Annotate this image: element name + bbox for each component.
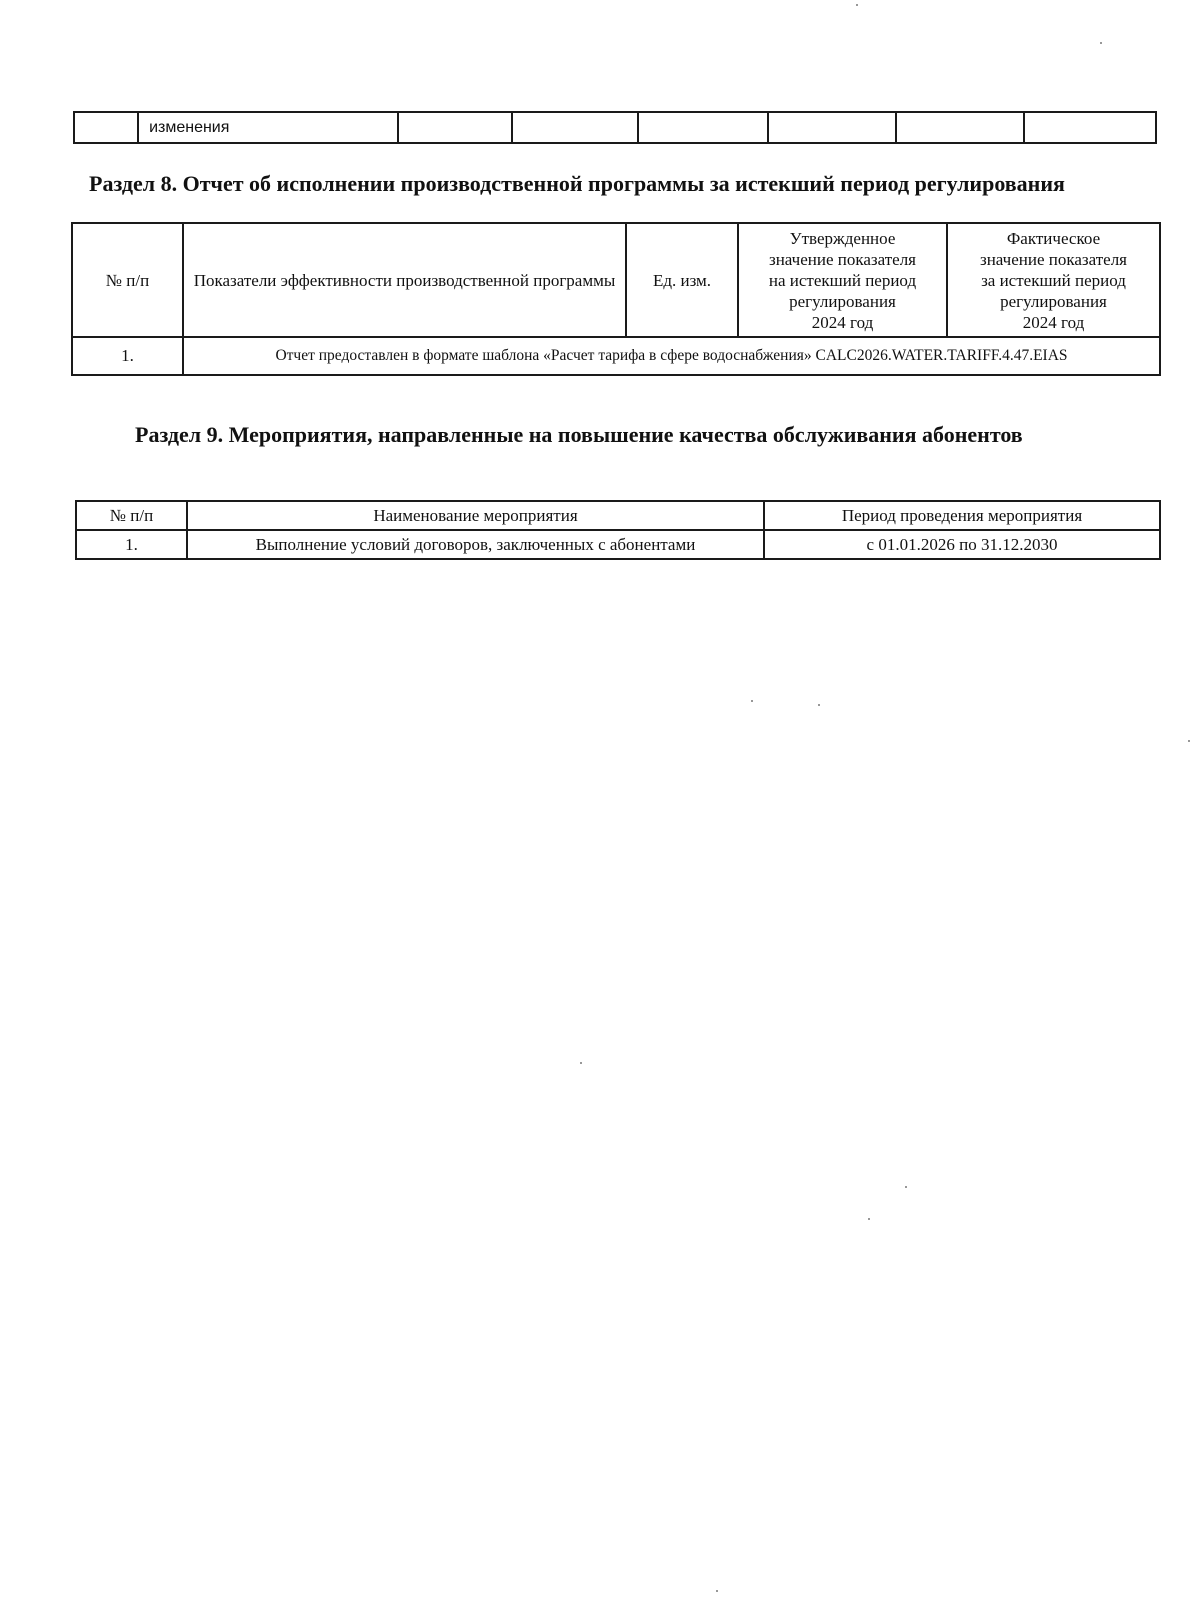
header-approved-line: Утвержденное [789, 228, 896, 248]
header-unit: Ед. изм. [626, 223, 738, 337]
scan-speck [856, 4, 858, 6]
table-row [74, 112, 1156, 143]
section-8-heading: Раздел 8. Отчет об исполнении производственной программы за истекший период регулирования [89, 171, 1065, 196]
scan-speck [868, 1218, 870, 1220]
header-actual [947, 223, 1160, 337]
scan-speck [818, 704, 820, 706]
section-8-table [71, 222, 1161, 376]
header-num: № п/п [72, 223, 183, 337]
row-num: 1. [72, 337, 183, 375]
table-cell: изменения [138, 112, 398, 143]
header-indicators: Показатели эффективности производственной программы [183, 223, 626, 337]
row-report-text: Отчет предоставлен в формате шаблона «Расчет тарифа в сфере водоснабжения» CALC2026.WATER.TARIFF.4.47.EIAS [183, 337, 1160, 375]
header-actual-line: за истекший период [981, 270, 1126, 290]
header-period: Период проведения мероприятия [764, 501, 1160, 530]
scan-speck [751, 700, 753, 702]
header-approved-line: регулирования [789, 291, 896, 311]
header-actual-line: регулирования [1000, 291, 1107, 311]
scan-speck [580, 1062, 582, 1064]
scan-speck [1100, 42, 1102, 44]
header-actual-line: значение показателя [979, 249, 1127, 269]
section-9-table [75, 500, 1161, 560]
table-cell [398, 112, 512, 143]
header-actual-line: Фактическое [1006, 228, 1101, 248]
header-num: № п/п [76, 501, 187, 530]
header-approved [738, 223, 947, 337]
table-cell [768, 112, 896, 143]
table-cell [512, 112, 638, 143]
header-actual-line: 2024 год [1022, 312, 1085, 332]
header-approved-line: значение показателя [768, 249, 916, 269]
scan-speck [905, 1186, 907, 1188]
table-cell [74, 112, 138, 143]
header-approved-line: 2024 год [811, 312, 874, 332]
row-num: 1. [76, 530, 187, 559]
table-header-row [76, 501, 1160, 530]
table-cell [1024, 112, 1156, 143]
header-approved-line: на истекший период [768, 270, 917, 290]
scan-speck [716, 1590, 718, 1592]
table-cell [638, 112, 767, 143]
scan-speck [1188, 740, 1190, 742]
row-name: Выполнение условий договоров, заключенных с абонентами [187, 530, 764, 559]
row-period: с 01.01.2026 по 31.12.2030 [764, 530, 1160, 559]
table-cell [896, 112, 1024, 143]
table-header-row [72, 223, 1160, 337]
section-9-heading: Раздел 9. Мероприятия, направленные на повышение качества обслуживания абонентов [135, 422, 1023, 447]
table-row [72, 337, 1160, 375]
header-name: Наименование мероприятия [187, 501, 764, 530]
continuation-table [73, 111, 1157, 144]
table-row [76, 530, 1160, 559]
